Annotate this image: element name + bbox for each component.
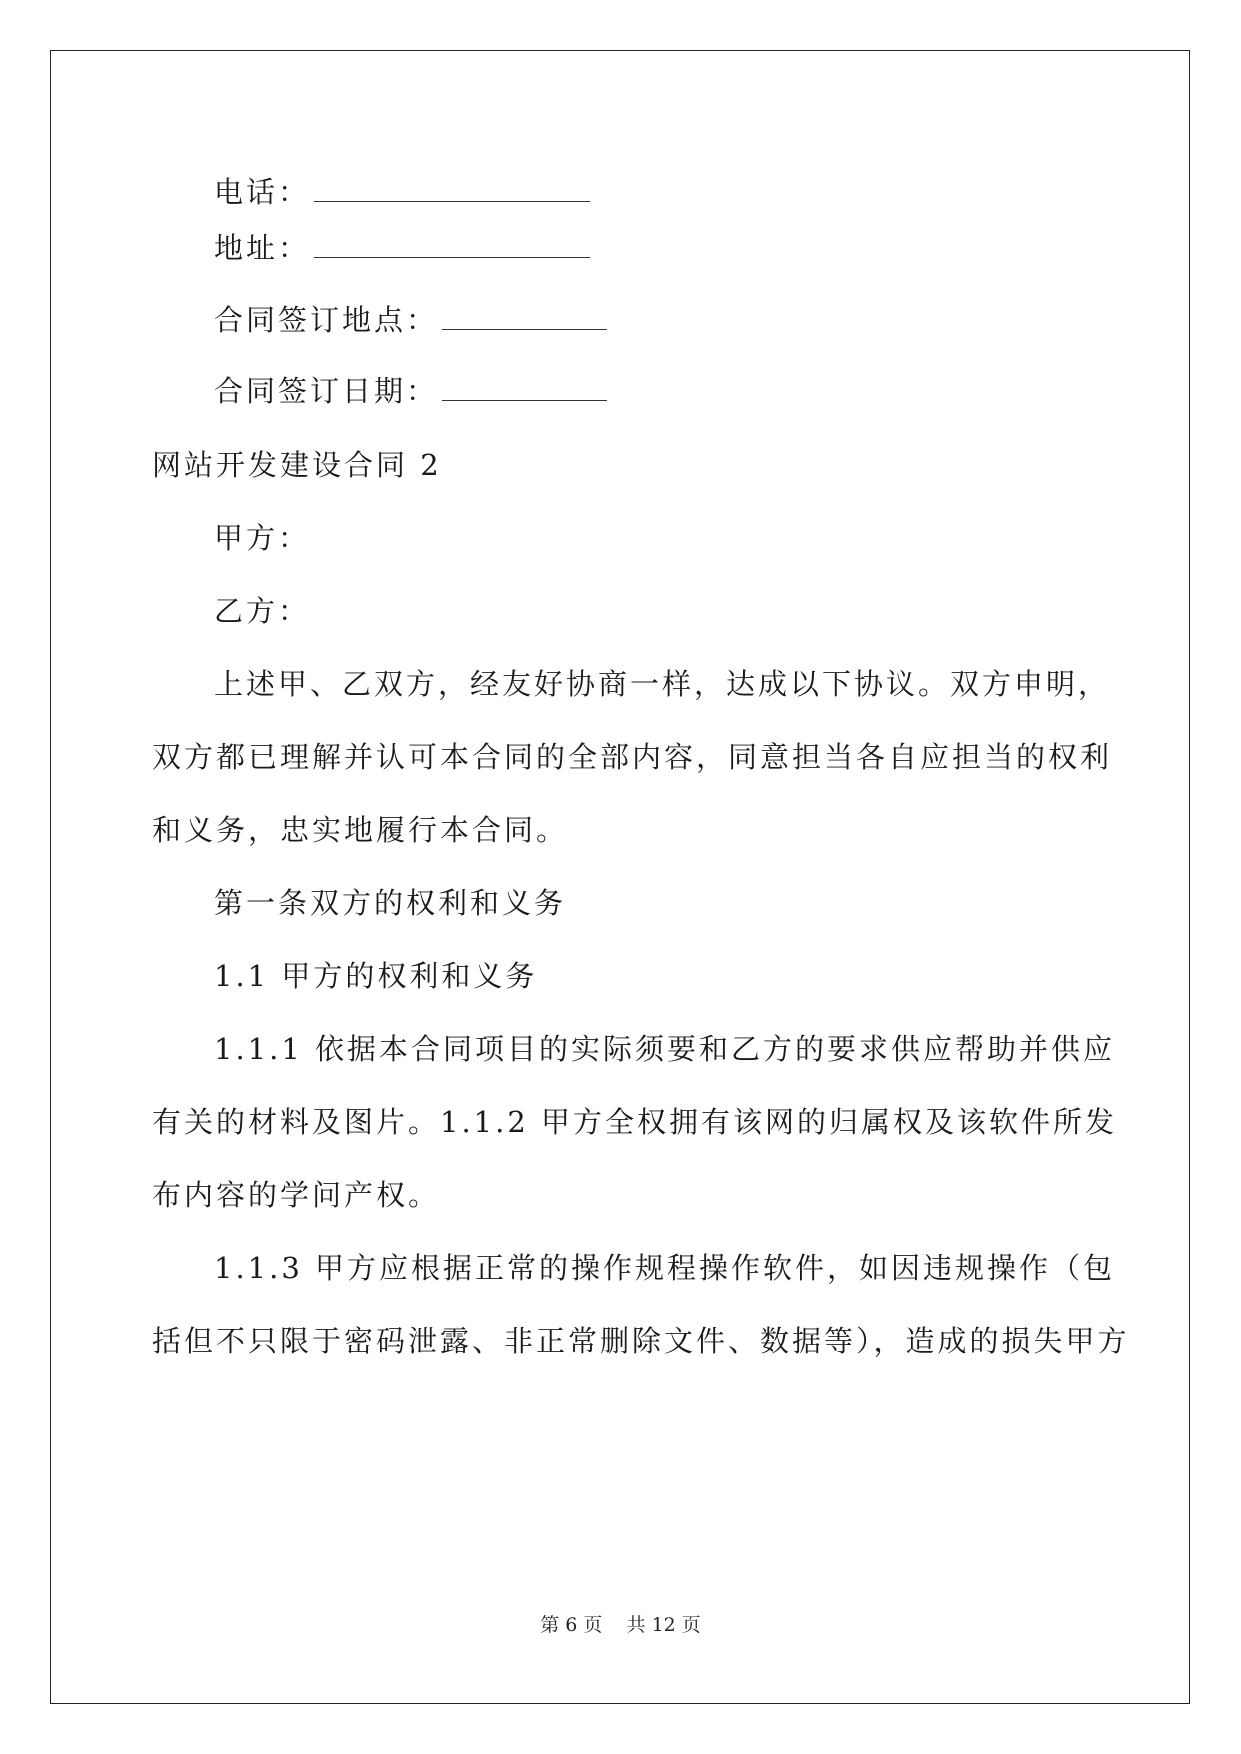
sign-date-blank [442, 376, 607, 401]
sign-date-field [214, 371, 607, 411]
phone-blank [314, 177, 590, 202]
section-1-1-3-line-1: 1.1.3 甲方应根据正常的操作规程操作软件，如因违规操作（包 [214, 1251, 1116, 1285]
intro-paragraph-line-3: 和义务，忠实地履行本合同。 [152, 813, 569, 847]
intro-paragraph-line-1: 上述甲、乙双方，经友好协商一样，达成以下协议。双方申明， [214, 667, 1111, 701]
section-1-1-3-line-2: 括但不只限于密码泄露、非正常删除文件、数据等），造成的损失甲方 [152, 1324, 1130, 1358]
party-a-label: 甲方： [214, 521, 311, 555]
intro-paragraph-line-2: 双方都已理解并认可本合同的全部内容，同意担当各自应担当的权利 [152, 740, 1113, 774]
party-b-label: 乙方： [214, 594, 311, 628]
contract-heading: 网站开发建设合同 2 [152, 448, 442, 482]
sign-date-label: 合同签订日期： [214, 374, 439, 408]
page-number-footer: 第 6 页 共 12 页 [540, 1614, 701, 1636]
page-border [50, 50, 1190, 1704]
section-1-1-1-line-2: 有关的材料及图片。1.1.2 甲方全权拥有该网的归属权及该软件所发 [152, 1105, 1118, 1139]
phone-label: 电话： [214, 175, 311, 209]
section-1-1-1-line-1: 1.1.1 依据本合同项目的实际须要和乙方的要求供应帮助并供应 [214, 1032, 1116, 1066]
section-1-1-heading: 1.1 甲方的权利和义务 [214, 959, 538, 993]
sign-location-field [214, 300, 607, 340]
article-1-heading: 第一条双方的权利和义务 [214, 886, 567, 920]
address-field [214, 228, 590, 268]
sign-location-blank [442, 305, 607, 330]
address-blank [314, 233, 590, 258]
section-1-1-1-line-3: 布内容的学问产权。 [152, 1178, 441, 1212]
address-label: 地址： [214, 231, 311, 265]
sign-location-label: 合同签订地点： [214, 303, 439, 337]
phone-field [214, 172, 590, 212]
